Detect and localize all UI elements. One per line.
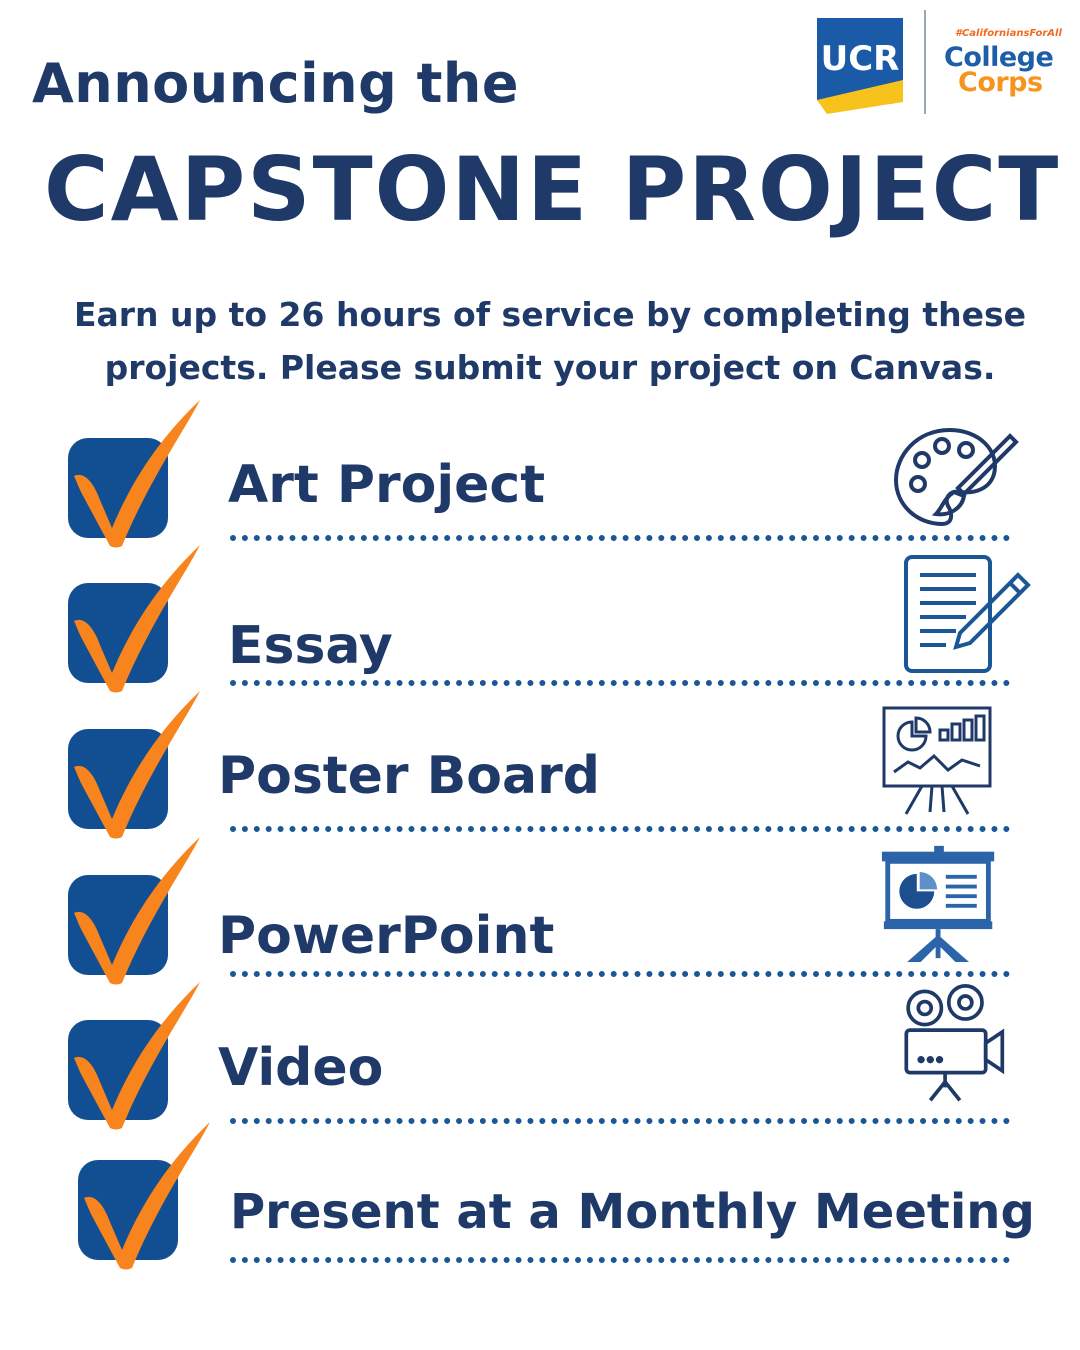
dotted-divider <box>230 680 1010 686</box>
easel-chart-icon <box>872 700 1012 820</box>
ucr-logo <box>817 18 903 114</box>
announcing-heading: Announcing the <box>32 52 519 115</box>
dotted-divider <box>230 1257 1010 1263</box>
checkbox-checked-icon <box>68 689 208 839</box>
checkbox-checked-icon <box>68 980 208 1130</box>
dotted-divider <box>230 971 1010 977</box>
item-art-project: Art Project <box>228 455 546 515</box>
item-poster-board: Poster Board <box>218 746 600 806</box>
checkbox-checked-icon <box>68 543 208 693</box>
dotted-divider <box>230 826 1010 832</box>
palette-icon <box>890 422 1030 542</box>
presentation-screen-icon <box>870 842 1010 962</box>
ucr-logo-text: UCR <box>820 39 900 79</box>
document-pencil-icon <box>900 553 1040 673</box>
checkbox-checked-icon <box>68 398 208 548</box>
film-camera-icon <box>888 984 1028 1104</box>
logo-divider <box>924 10 926 114</box>
checkbox-checked-icon <box>68 1120 228 1270</box>
subtitle-line-1: Earn up to 26 hours of service by completing these <box>73 295 1027 334</box>
dotted-divider <box>230 1118 1010 1124</box>
subtitle <box>40 288 1060 394</box>
item-present-monthly-meeting: Present at a Monthly Meeting <box>230 1184 1035 1240</box>
item-powerpoint: PowerPoint <box>218 906 555 966</box>
californians-for-all-tag: #CaliforniansForAll <box>955 28 1062 39</box>
page-title: CAPSTONE PROJECT <box>44 138 1061 241</box>
checkbox-checked-icon <box>68 835 208 985</box>
item-essay: Essay <box>228 616 393 676</box>
item-video: Video <box>218 1038 384 1098</box>
college-corps-logo-corps: Corps <box>958 67 1043 98</box>
subtitle-line-2: projects. Please submit your project on Canvas. <box>104 348 996 387</box>
college-corps-logo-college: College <box>944 42 1054 73</box>
